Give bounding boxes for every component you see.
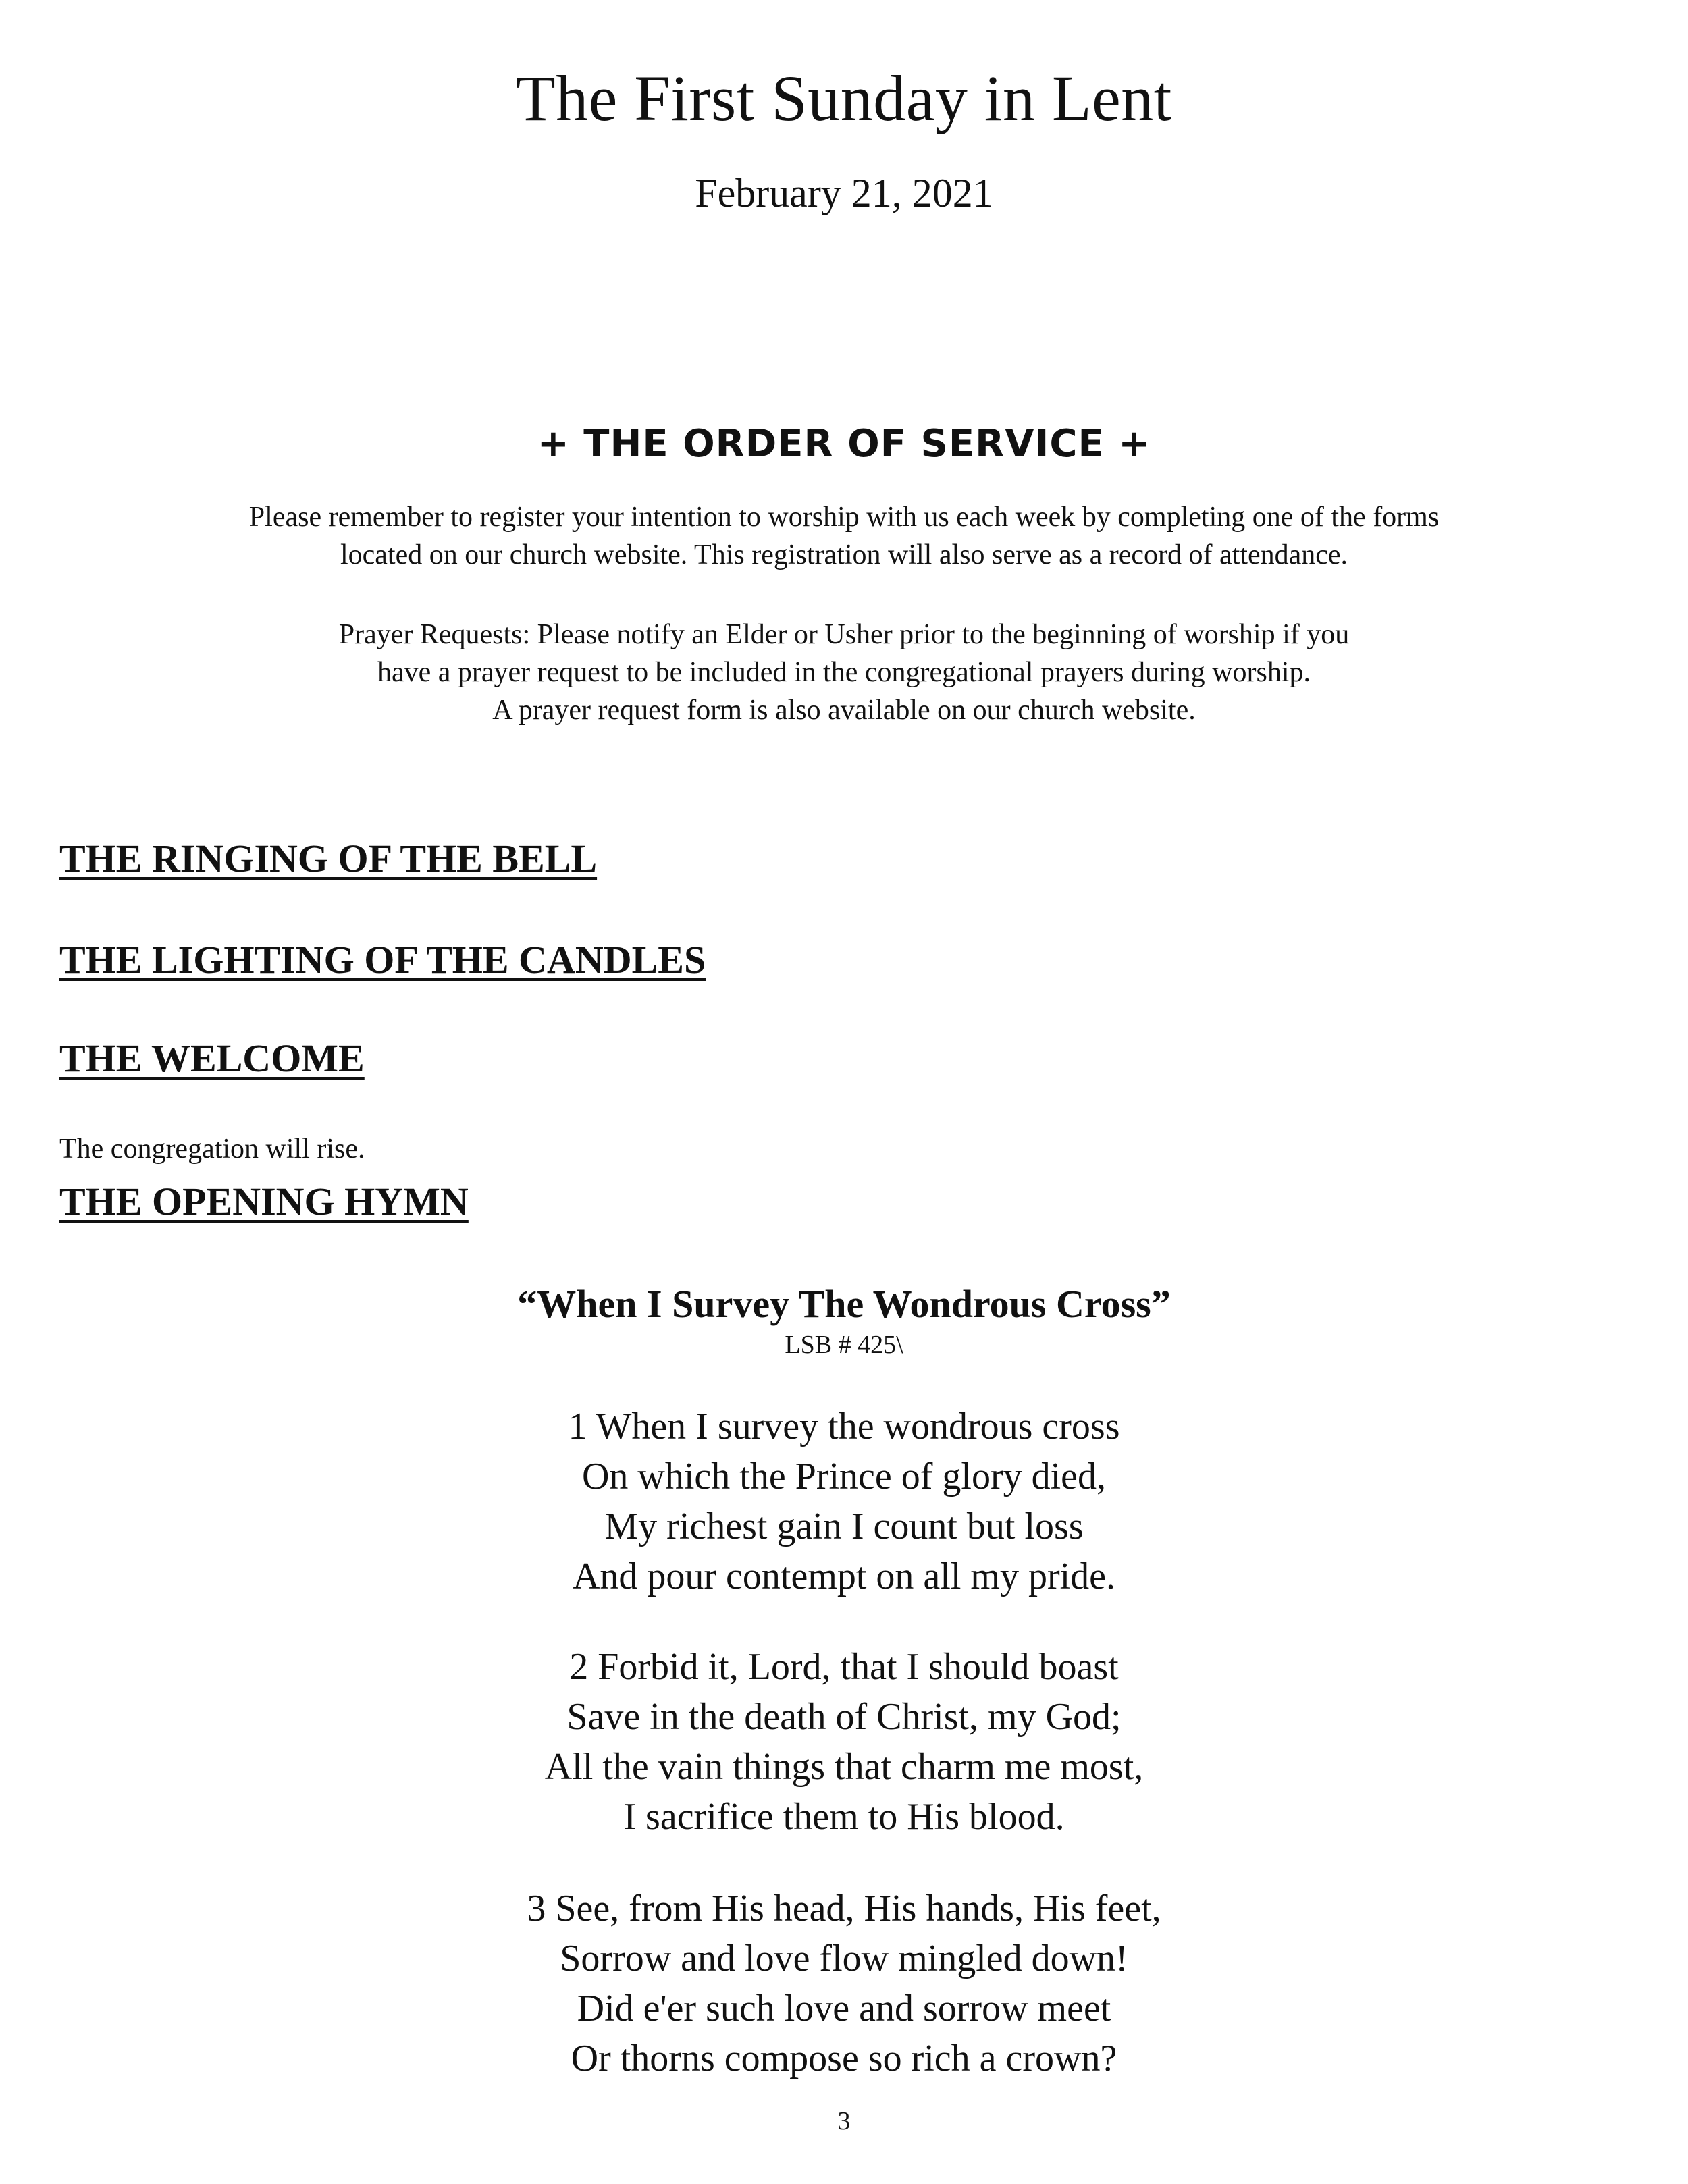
verse-line: On which the Prince of glory died, — [581, 1456, 1107, 1497]
section-ringing-of-the-bell: THE RINGING OF THE BELL — [59, 836, 598, 880]
verse-line: 2 Forbid it, Lord, that I should boast — [569, 1646, 1119, 1688]
verse-line: 1 When I survey the wondrous cross — [568, 1406, 1120, 1447]
verse-line: My richest gain I count but loss — [604, 1506, 1084, 1547]
hymn-verse-1 — [0, 1402, 1688, 1601]
prayer-line: A prayer request form is also available on our church website. — [492, 695, 1196, 726]
verse-line: And pour contempt on all my pride. — [572, 1555, 1116, 1597]
hymn-number: LSB # 425\ — [785, 1331, 903, 1359]
service-date: February 21, 2021 — [695, 171, 993, 215]
page-title: The First Sunday in Lent — [516, 62, 1172, 134]
hymn-title: “When I Survey The Wondrous Cross” — [517, 1282, 1171, 1326]
prayer-line: have a prayer request to be included in the congregational prayers during worship. — [377, 657, 1311, 688]
verse-line: Sorrow and love flow mingled down! — [560, 1938, 1128, 1979]
registration-line: Please remember to register your intention to worship with us each week by completing one of the forms — [248, 502, 1440, 533]
hymn-verse-3 — [0, 1884, 1688, 2083]
verse-line: Or thorns compose so rich a crown? — [571, 2037, 1117, 2079]
section-welcome: THE WELCOME — [59, 1036, 365, 1080]
page-number: 3 — [837, 2107, 851, 2135]
verse-line: All the vain things that charm me most, — [544, 1746, 1144, 1788]
registration-notice — [0, 498, 1688, 574]
verse-line: 3 See, from His head, His hands, His feet, — [527, 1888, 1161, 1929]
verse-line: I sacrifice them to His blood. — [623, 1796, 1065, 1838]
order-of-service-heading: + THE ORDER OF SERVICE + — [537, 422, 1151, 466]
verse-line: Did e'er such love and sorrow meet — [577, 1988, 1111, 2029]
prayer-line: Prayer Requests: Please notify an Elder or Usher prior to the beginning of worship if you — [338, 619, 1350, 650]
registration-line: located on our church website. This registration will also serve as a record of attendance. — [340, 539, 1348, 570]
congregation-rise-note: The congregation will rise. — [59, 1134, 365, 1165]
section-lighting-of-the-candles: THE LIGHTING OF THE CANDLES — [59, 938, 706, 982]
section-opening-hymn: THE OPENING HYMN — [59, 1179, 469, 1223]
verse-line: Save in the death of Christ, my God; — [566, 1696, 1122, 1738]
hymn-verse-2 — [0, 1642, 1688, 1842]
prayer-requests-notice — [0, 616, 1688, 729]
